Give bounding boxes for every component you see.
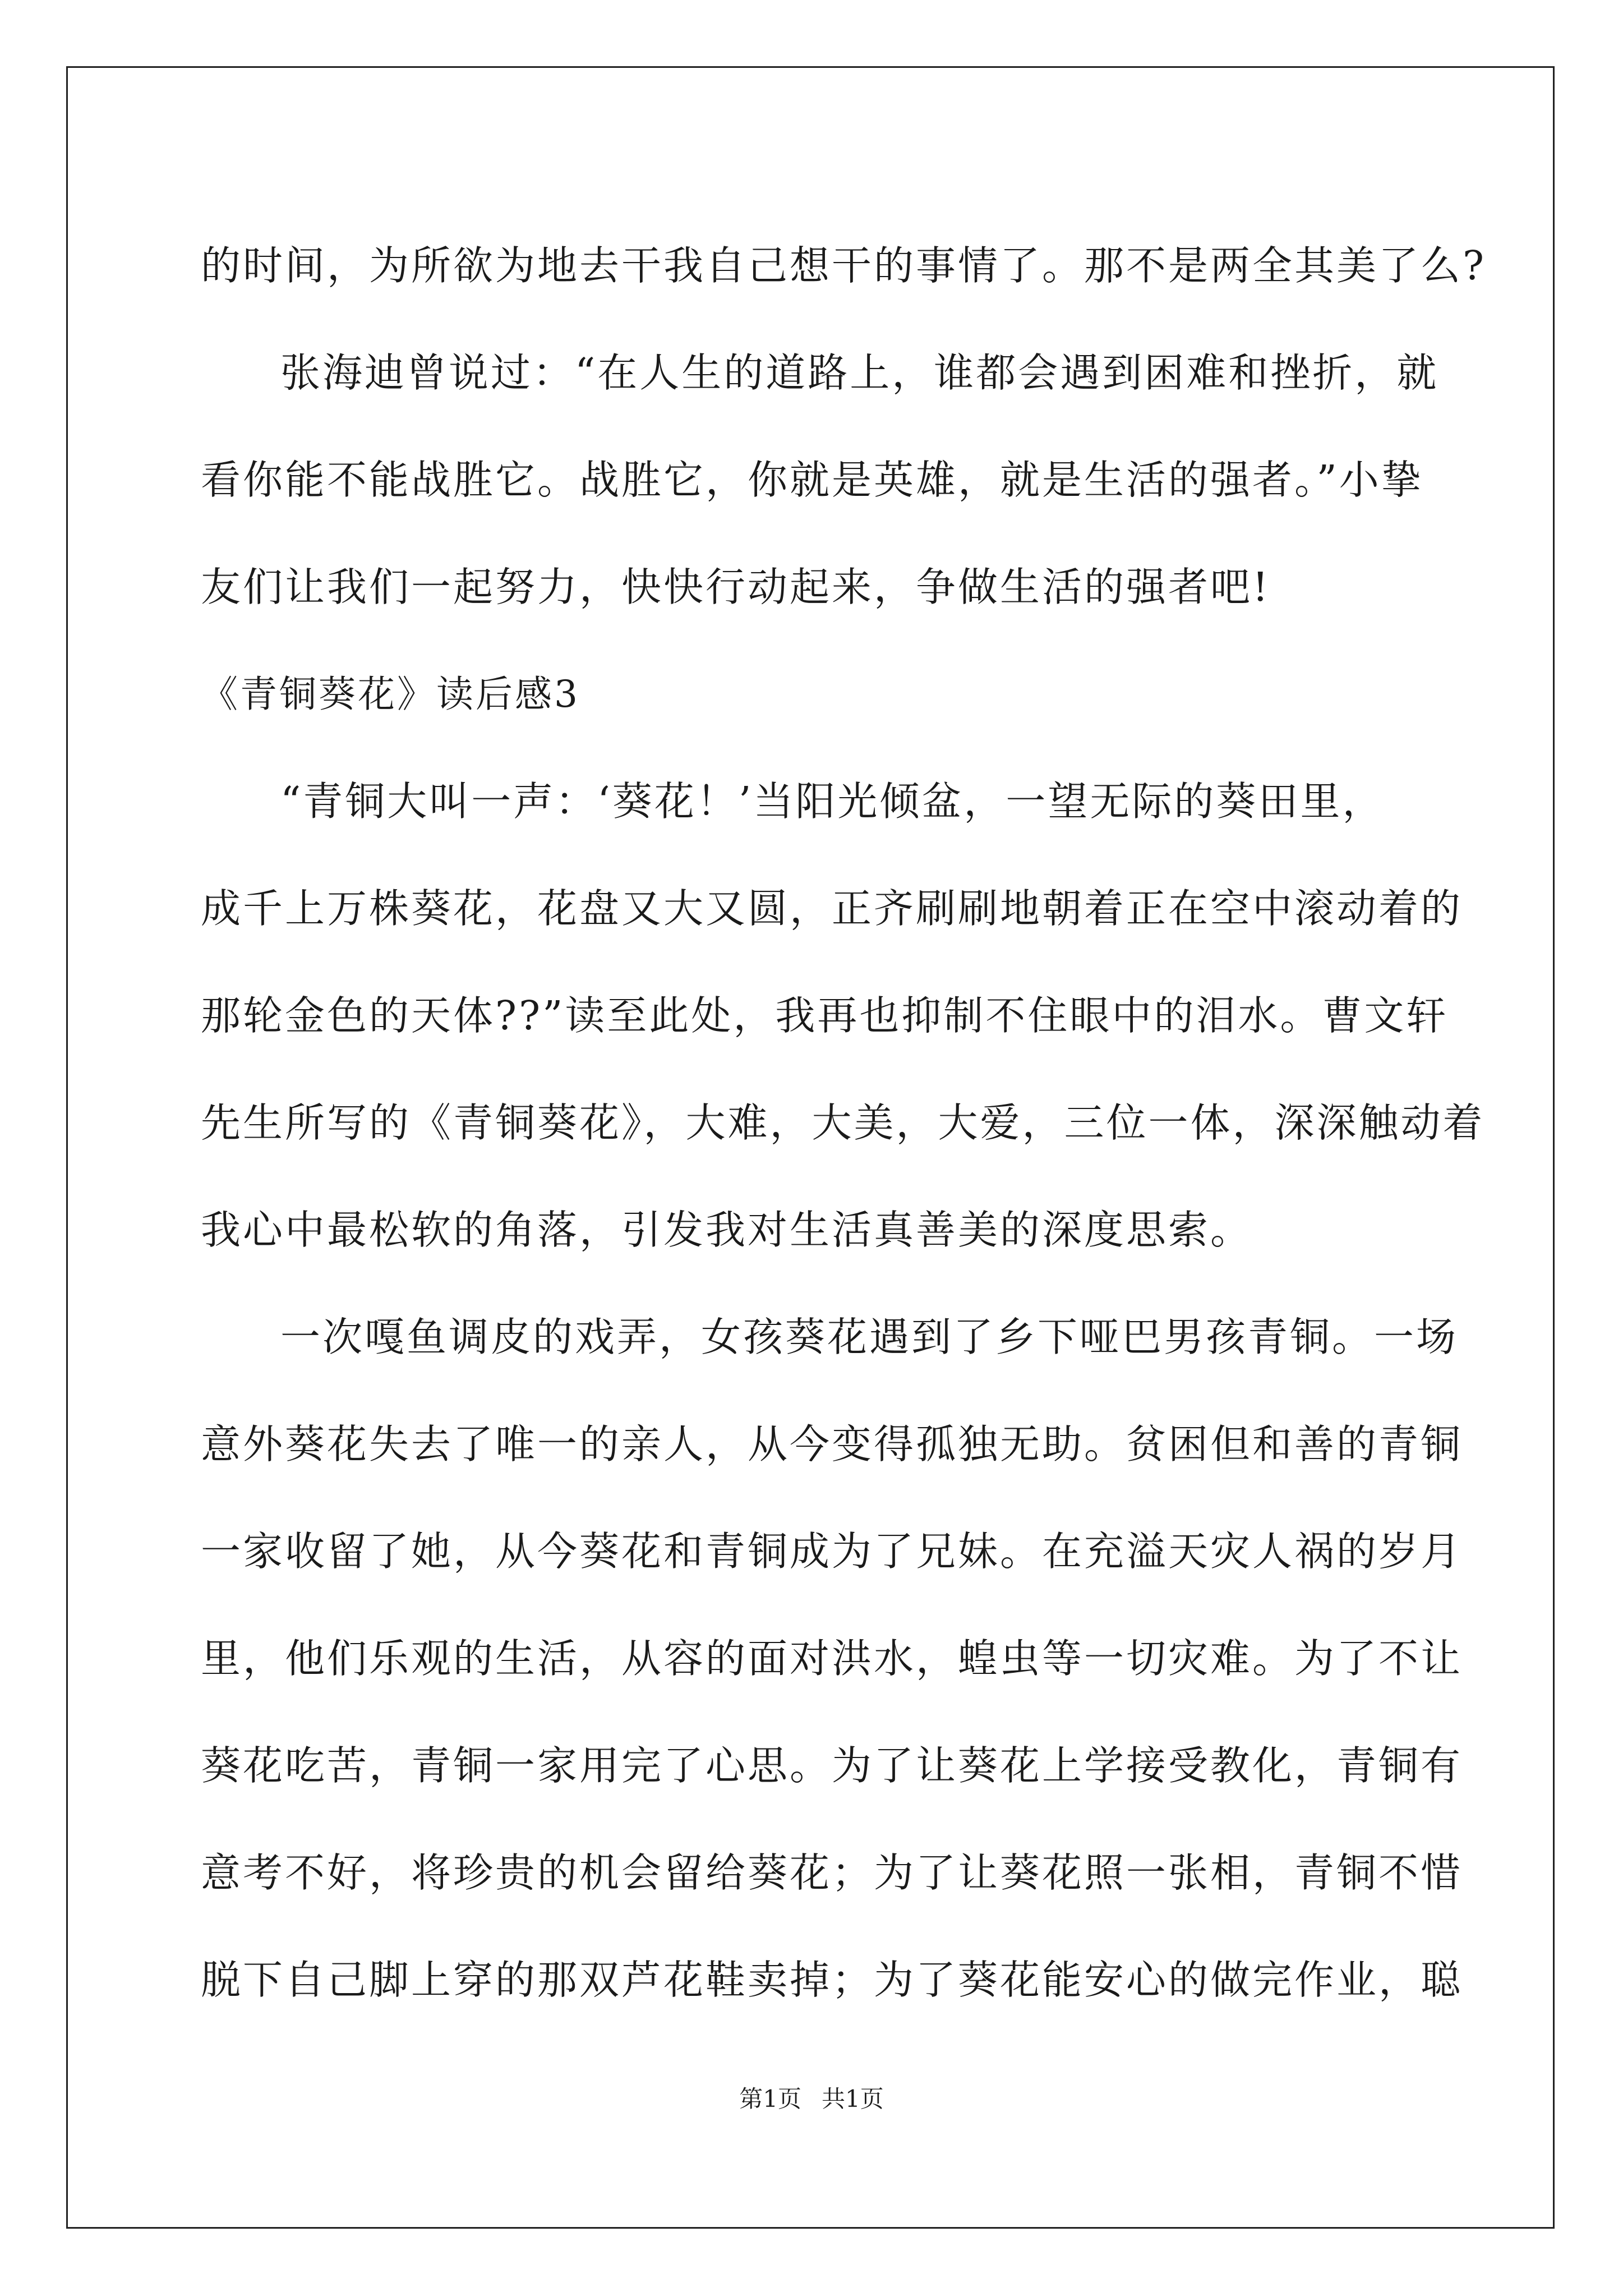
text-line: 脱下自己脚上穿的那双芦花鞋卖掉；为了葵花能安心的做完作业，聪 (201, 1957, 1463, 2003)
text-line: 我心中最松软的角落，引发我对生活真善美的深度思索。 (201, 1207, 1253, 1253)
section-title: 《青铜葵花》读后感3 (201, 673, 580, 716)
text-line: 那轮金色的天体??”读至此处，我再也抑制不住眼中的泪水。曹文轩 (201, 992, 1449, 1039)
text-line: 里，他们乐观的生活，从容的面对洪水，蝗虫等一切灾难。为了不让 (201, 1635, 1463, 1682)
text-line: 张海迪曾说过：“在人生的道路上，谁都会遇到困难和挫折，就 (280, 349, 1439, 396)
text-line: 一家收留了她，从今葵花和青铜成为了兄妹。在充溢天灾人祸的岁月 (201, 1528, 1463, 1575)
text-line: 先生所写的《青铜葵花》，大难，大美，大爱，三位一体，深深触动着 (201, 1099, 1485, 1146)
text-line: 一次嘎鱼调皮的戏弄，女孩葵花遇到了乡下哑巴男孩青铜。一场 (280, 1314, 1459, 1360)
text-line: 葵花吃苦，青铜一家用完了心思。为了让葵花上学接受教化，青铜有 (201, 1742, 1463, 1789)
text-line: 意考不好，将珍贵的机会留给葵花；为了让葵花照一张相，青铜不惜 (201, 1849, 1463, 1896)
text-line: 的时间，为所欲为地去干我自己想干的事情了。那不是两全其美了么? (201, 242, 1487, 289)
text-line: 友们让我们一起努力，快快行动起来，争做生活的强者吧! (201, 564, 1271, 610)
text-line: 看你能不能战胜它。战胜它，你就是英雄，就是生活的强者。”小挚 (201, 457, 1423, 503)
page-number-current: 第1页 (739, 2085, 801, 2113)
text-line: 意外葵花失去了唯一的亲人，从今变得孤独无助。贫困但和善的青铜 (201, 1421, 1463, 1467)
page-footer (0, 2082, 1623, 2116)
text-line: “青铜大叫一声：‘葵花！’当阳光倾盆，一望无际的葵田里， (280, 778, 1385, 825)
document-body (201, 212, 1487, 2033)
text-line: 成千上万株葵花，花盘又大又圆，正齐刷刷地朝着正在空中滚动着的 (201, 885, 1463, 932)
page-number-total: 共1页 (822, 2085, 884, 2113)
